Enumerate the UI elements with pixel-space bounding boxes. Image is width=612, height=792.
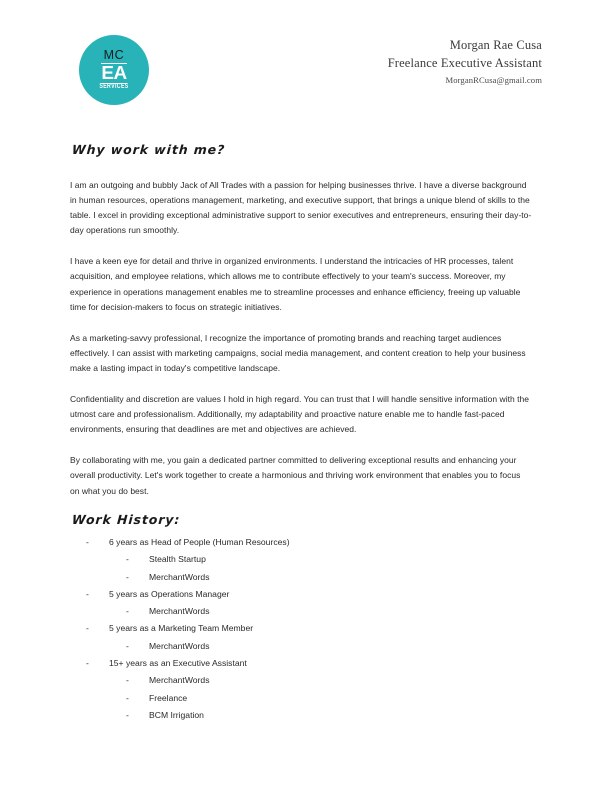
why-section-heading: Why work with me?: [71, 142, 226, 157]
list-bullet-dash: -: [86, 588, 89, 599]
work-history-employer: [70, 690, 542, 707]
work-history-employer-label: BCM Irrigation: [149, 709, 204, 720]
list-bullet-dash: -: [86, 537, 89, 547]
work-history-employer-item: [70, 690, 542, 707]
work-history-employer-item: [70, 638, 542, 655]
work-history-list: [70, 534, 542, 724]
logo-initials-text: MC: [103, 48, 125, 63]
contact-name: Morgan Rae Cusa: [449, 38, 542, 52]
logo-ea-text: EA: [101, 62, 127, 83]
list-bullet-dash: -: [126, 675, 129, 686]
work-history-employer-item: [70, 672, 542, 689]
work-history-item: [70, 620, 542, 655]
work-history-employer-label: Freelance: [149, 692, 188, 703]
work-history-role: [70, 586, 542, 603]
work-history-employer-label: MerchantWords: [149, 571, 210, 582]
work-history-employer-item: [70, 707, 542, 724]
work-history-employer-label: MerchantWords: [149, 606, 210, 617]
work-history-employer-item: [70, 569, 542, 586]
contact-email[interactable]: MorganRCusa@gmail.com: [445, 75, 542, 85]
logo-ea-block: [101, 63, 127, 84]
work-history-section: [70, 512, 542, 724]
why-paragraph: I have a keen eye for detail and thrive in organized environments. I understand the intricacies of HR processes, talent acquisition, and employee relations, which allows me to contribute effectively to your team's success. Moreover, my experience in operations management enables me to streamline processes and enhance efficiency, freeing up valuable time for decision-makers to focus on strategic initiatives.: [70, 256, 521, 312]
list-bullet-dash: -: [126, 692, 129, 703]
logo-services-text: SERVICES: [99, 83, 129, 92]
work-history-employer-item: [70, 603, 542, 620]
work-history-employer-label: Stealth Startup: [149, 554, 206, 565]
work-history-employer-item: [70, 551, 542, 568]
why-paragraph: I am an outgoing and bubbly Jack of All Trades with a passion for helping businesses thrive. I have a diverse background in human resources, operations management, marketing, and executive support, that brings a unique blend of skills to the table. I excel in providing exceptional administrative support to senior executives and entrepreneurs, ensuring their day-to-day operations run smoothly.: [70, 180, 532, 236]
list-bullet-dash: -: [126, 640, 129, 651]
work-history-role: [70, 534, 542, 551]
work-history-employer-list: [70, 603, 542, 620]
work-history-role: [70, 655, 542, 672]
contact-block: [388, 36, 542, 88]
work-history-role-label: 5 years as a Marketing Team Member: [109, 623, 254, 634]
brand-logo: [79, 35, 149, 105]
work-history-employer-label: MerchantWords: [149, 640, 210, 651]
list-bullet-dash: -: [86, 623, 89, 634]
work-history-employer-list: [70, 638, 542, 655]
page-header: [0, 0, 612, 130]
work-history-employer-list: [70, 551, 542, 586]
work-history-item: [70, 655, 542, 724]
why-paragraph: As a marketing-savvy professional, I recognize the importance of promoting brands and reaching target audiences effectively. I can assist with marketing campaigns, social media management, and content creation to help your business make a lasting impact in today's competitive landscape.: [70, 332, 526, 373]
work-history-role: [70, 620, 542, 637]
work-history-employer: [70, 551, 542, 568]
list-bullet-dash: -: [126, 709, 129, 720]
list-bullet-dash: -: [126, 554, 129, 565]
list-bullet-dash: -: [126, 571, 129, 582]
work-history-employer: [70, 603, 542, 620]
work-history-heading: Work History:: [71, 512, 181, 527]
work-history-employer-label: MerchantWords: [149, 675, 210, 686]
work-history-employer: [70, 638, 542, 655]
why-paragraph: By collaborating with me, you gain a dedicated partner committed to delivering exceptional results and enhancing your overall productivity. Let's work together to create a harmonious and thriving work environment that enables you to focus on what you do best.: [70, 455, 521, 496]
work-history-role-label: 15+ years as an Executive Assistant: [109, 658, 247, 669]
work-history-item: [70, 534, 542, 586]
work-history-role-label: 6 years as Head of People (Human Resources): [109, 537, 290, 547]
work-history-item: [70, 586, 542, 621]
work-history-employer: [70, 672, 542, 689]
list-bullet-dash: -: [86, 658, 89, 669]
why-paragraph: Confidentiality and discretion are values I hold in high regard. You can trust that I will handle sensitive information with the utmost care and professionalism. Additionally, my adaptability and proactive nature enable me to handle fast-paced environments, ensuring that deadlines are met and objectives are achieved.: [70, 394, 529, 435]
contact-job-title: Freelance Executive Assistant: [387, 56, 542, 70]
work-history-role-label: 5 years as Operations Manager: [109, 588, 230, 599]
list-bullet-dash: -: [126, 606, 129, 617]
work-history-employer: [70, 569, 542, 586]
work-history-employer: [70, 707, 542, 724]
why-work-with-me-section: [70, 142, 542, 499]
work-history-employer-list: [70, 672, 542, 724]
